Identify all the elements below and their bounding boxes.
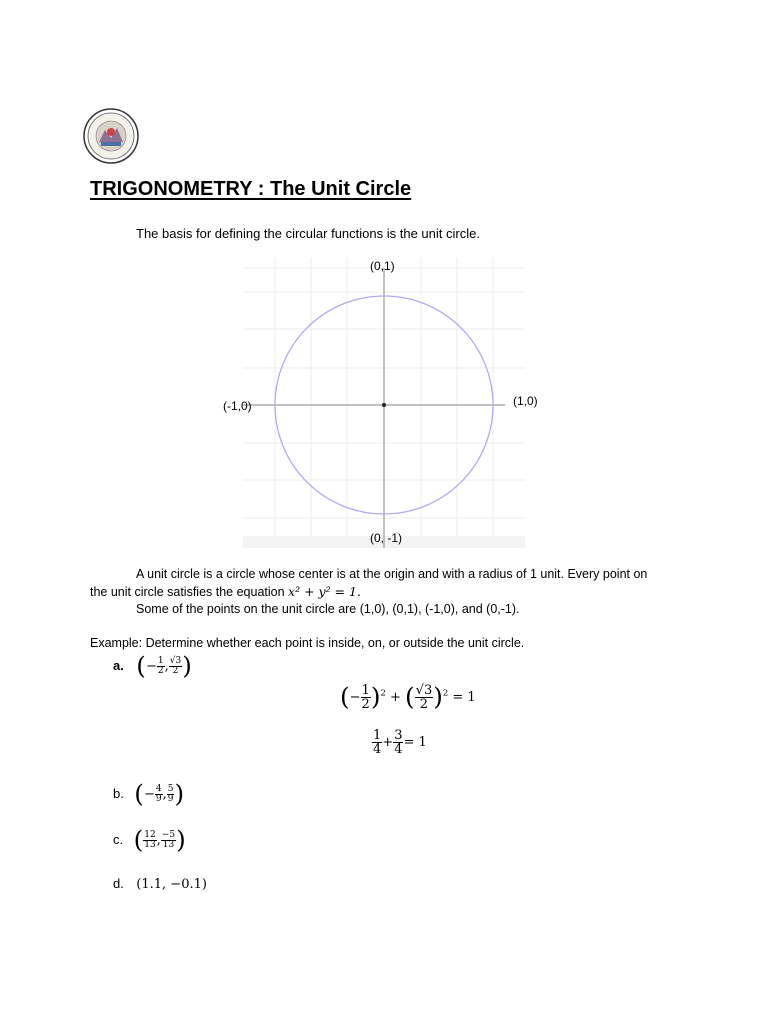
item-a-label: a.: [113, 657, 124, 673]
school-seal-logo: [83, 108, 139, 164]
label-point-0-neg1: (0, -1): [370, 531, 403, 545]
work-line-1: (− $\frac{1}{2}$ )$^2$ + ( $\frac{√3}{2}$ )$^2$ = 1: [340, 682, 476, 712]
definition-line-1: A unit circle is a circle whose center is at the origin and with a radius of 1 unit. Every point on: [136, 567, 648, 581]
item-b-point: (− $\frac{4}{9}$ , $\frac{5}{9}$ ): [134, 779, 185, 808]
work-line-2: $\frac{1}{4}$ + $\frac{3}{4}$ = 1: [373, 728, 427, 757]
item-c-label: c.: [113, 831, 124, 847]
item-d-label: d.: [113, 876, 124, 891]
page-title: TRIGONOMETRY : The Unit Circle: [90, 178, 412, 200]
label-point-neg1-0: (-1,0): [223, 399, 252, 413]
intro-text: The basis for defining the circular functions is the unit circle.: [136, 226, 480, 241]
unit-circle-graph: [243, 258, 525, 548]
definition-line-2: the unit circle satisfies the equation x² + y² = 1.: [90, 584, 361, 599]
origin-point: [382, 403, 386, 407]
unit-circle-equation: x² + y² = 1.: [288, 584, 361, 599]
example-item-a: [113, 651, 192, 680]
label-point-0-1: (0,1): [370, 259, 395, 273]
item-b-label: b.: [113, 785, 124, 801]
definition-paragraph: [90, 566, 690, 618]
item-c-point: ( $\frac{12}{13}$ , $\frac{-5}{13}$ ): [133, 825, 186, 854]
example-item-b: [113, 779, 185, 808]
item-a-point: (− $\frac{1}{2}$ , $\frac{√3}{2}$ ): [136, 651, 192, 680]
example-item-d: [113, 875, 207, 893]
example-prompt: Example: Determine whether each point is inside, on, or outside the unit circle.: [90, 636, 525, 650]
label-point-1-0: (1,0): [513, 394, 538, 408]
example-item-c: [113, 825, 186, 854]
item-d-point: (1.1, −0.1): [136, 877, 207, 892]
definition-line-3: Some of the points on the unit circle are (1,0), (0,1), (-1,0), and (0,-1).: [136, 602, 520, 616]
